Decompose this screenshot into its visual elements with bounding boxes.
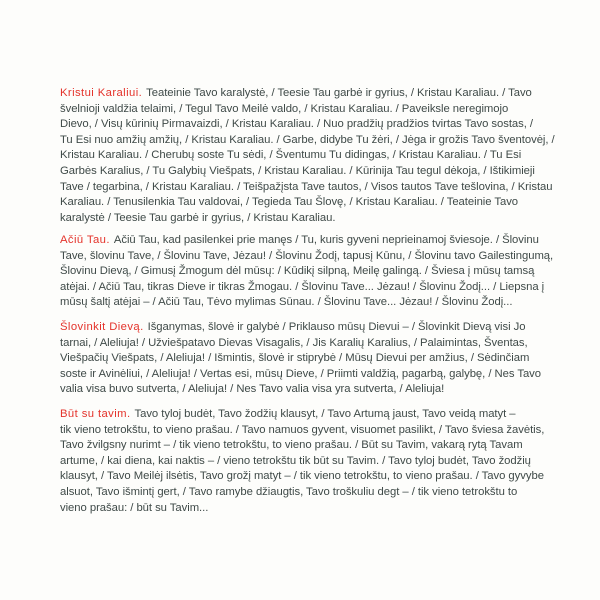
lyric-line	[60, 438, 550, 454]
lyric-line	[60, 249, 554, 265]
lyric-line	[60, 195, 550, 211]
lyric-line	[60, 336, 550, 352]
lyric-line	[60, 469, 550, 485]
lyric-text: Karaliau. / Tenusilenkia Tau valdovai, / Tegieda Tau Šlovę, / Kristau Karaliau. / Teateinie Tavo	[60, 196, 519, 209]
lyric-text: artume, / kai diena, kai naktis – / vieno tetrokštu tik būt su Tavim. / Tavo tyloj budėt, Tavo žodžių	[60, 454, 531, 467]
lyric-line	[60, 280, 550, 296]
lyric-line	[60, 264, 550, 280]
song-aciu-tau	[60, 233, 554, 311]
lyric-text: Dievo, / Visų kūrinių Pirmavaizdi, / Kristau Karaliau. / Nuo pradžių pradžios tvirtas Tavo sostas, /	[60, 118, 534, 131]
lyric-line	[60, 295, 550, 311]
song-title: Ačiū Tau.	[60, 234, 110, 246]
song-title: Kristui Karaliui.	[60, 87, 143, 99]
lyric-text: mūsų šaltį atėjai – / Ačiū Tau, Tėvo mylimas Sūnau. / Šlovinu Tave... Jėzau! / Šlovinu Žodį...	[60, 296, 513, 309]
lyric-text: Tavo tyloj budėt, Tavo žodžių klausyt, / Tavo Artumą jaust, Tavo veidą matyt –	[134, 408, 516, 420]
lyric-line	[60, 211, 550, 227]
lyric-text: klausyt, / Tavo Meilėj ilsėtis, Tavo grožį matyt – / tik vieno tetrokštu, to vieno prašau. / Tavo gyvybe	[60, 470, 544, 483]
lyric-line	[60, 382, 550, 398]
lyric-line	[60, 148, 550, 164]
lyric-line	[60, 164, 550, 180]
lyric-text: soste ir Avinėliui, / Aleliuja! / Vertas esi, mūsų Dieve, / Priimti valdžią, pagarbą, galybę, / Nes Tavo	[60, 367, 542, 380]
lyric-text: karalystė / Teesie Tau garbė ir gyrius, / Kristau Karaliau.	[60, 211, 336, 224]
lyric-text: Garbės Karalius, / Tu Galybių Viešpats, / Kristau Karaliau. / Kūrinija Tau tegul dėkoja, / Ištikimieji	[60, 164, 535, 177]
lyric-line	[60, 233, 550, 249]
lyric-line	[60, 133, 555, 149]
lyric-line	[60, 180, 553, 196]
lyric-text: Tu Esi nuo amžių amžių, / Kristau Karaliau. / Garbe, didybe Tu žėri, / Jėga ir grožis Tavo šventovėj, /	[60, 133, 555, 146]
lyric-text: Ačiū Tau, kad pasilenkei prie manęs / Tu, kuris gyveni neprieinamoj šviesoje. / Šlovinu	[113, 234, 539, 246]
song-title: Šlovinkit Dievą.	[60, 321, 144, 333]
lyric-line	[60, 320, 550, 336]
lyric-text: Viešpačių Viešpats, / Aleliuja! / Išmintis, šlovė ir stiprybė / Mūsų Dievui per amžius, / Sėdinčiam	[60, 352, 530, 365]
song-but-su-tavim	[60, 407, 550, 516]
lyric-text: valia visa buvo sutverta, / Aleliuja! / Nes Tavo valia visa yra sutverta, / Aleliuja!	[60, 383, 445, 396]
lyric-line	[60, 102, 550, 118]
lyric-text: Išganymas, šlovė ir galybė / Priklauso mūsų Dievui – / Šlovinkit Dievą visi Jo	[147, 321, 526, 333]
lyric-text: Kristau Karaliau. / Cherubų soste Tu sėdi, / Šventumu Tu didingas, / Kristau Karaliau. / Tu Esi	[60, 149, 522, 162]
lyric-text: tik vieno tetrokštu, to vieno prašau. / Tavo namuos gyvent, visuomet pasilikt, / Tavo šviesa žavėtis,	[60, 423, 545, 436]
lyric-line	[60, 351, 550, 367]
song-title: Būt su tavim.	[60, 408, 131, 420]
lyric-line	[60, 485, 550, 501]
lyric-text: Teateinie Tavo karalystė, / Teesie Tau garbė ir gyrius, / Kristau Karaliau. / Tavo	[146, 87, 532, 99]
lyric-text: Tavo žvilgsny nurimt – / tik vieno tetrokštu, to vieno prašau. / Būt su Tavim, vakarą rytą Tavam	[60, 439, 523, 452]
lyric-line	[60, 454, 550, 470]
lyric-line	[60, 407, 550, 423]
lyric-text: atėjai. / Ačiū Tau, tikras Dieve ir tikras Žmogau. / Šlovinu Tave... Jėzau! / Šlovinu Žodį... / Liepsna į	[60, 280, 545, 293]
lyric-text: švelnioji valdžia telaimi, / Tegul Tavo Meilė valdo, / Kristau Karaliau. / Paveiksle neregimojo	[60, 102, 509, 115]
lyric-text: vieno prašau: / būt su Tavim...	[60, 501, 209, 514]
lyric-line	[60, 367, 550, 383]
lyric-text: tarnai, / Aleliuja! / Užviešpatavo Dievas Visagalis, / Jis Karalių Karalius, / Palaimintas, Šventas,	[60, 336, 528, 349]
lyric-text: Šlovinu Dievą, / Gimusį Žmogum dėl mūsų: / Kūdikį silpną, Meilę galingą. / Šviesa į mūsų tamsą	[60, 265, 535, 278]
lyric-line	[60, 86, 550, 102]
lyric-line	[60, 423, 550, 439]
song-slovinkit-dieva	[60, 320, 550, 398]
lyric-text: Tave / tegarbina, / Kristau Karaliau. / Teišpažįsta Tave tautos, / Visos tautos Tave tešlovina, / Kristau	[60, 180, 553, 193]
lyric-text: alsuot, Tavo išmintį gert, / Tavo ramybe džiaugtis, Tavo troškuliu degt – / tik vieno tetrokštu to	[60, 485, 518, 498]
lyric-text: Tave, šlovinu Tave, / Šlovinu Tave, Jėzau! / Šlovinu Žodį, tapusį Kūnu, / Šlovinu tavo Gailestingumą,	[60, 249, 554, 262]
song-kristui-karaliui	[60, 86, 555, 226]
lyric-line	[60, 117, 550, 133]
lyric-line	[60, 501, 550, 517]
